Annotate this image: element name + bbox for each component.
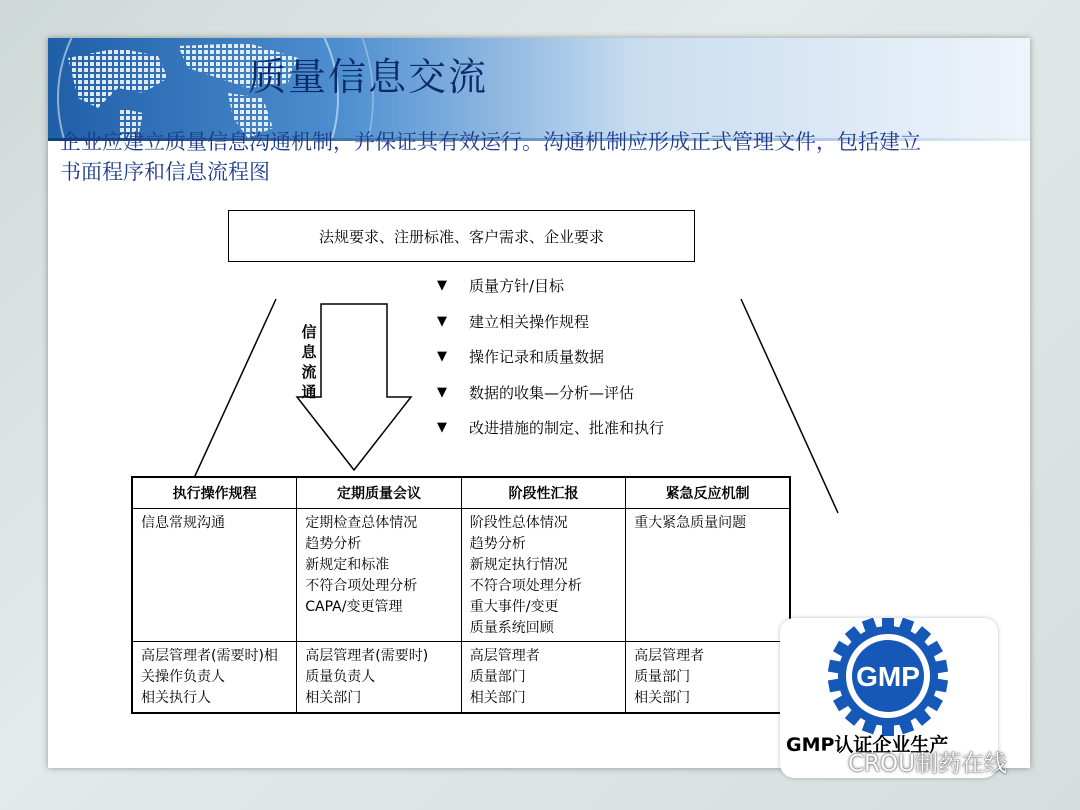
- cell-line: 高层管理者(需要时)相: [141, 648, 278, 664]
- gmp-badge-text: GMP: [856, 661, 920, 692]
- list-item: [437, 276, 664, 312]
- table-cell: [297, 509, 462, 642]
- cell-line: 相关部门: [305, 690, 362, 706]
- cell-line: 不符合项处理分析: [305, 578, 418, 594]
- cell-line: 阶段性总体情况: [469, 515, 568, 531]
- table-header-row: [132, 477, 790, 509]
- cell-line: 高层管理者: [469, 648, 540, 664]
- table-cell: [132, 642, 297, 714]
- cell-line: CAPA/变更管理: [305, 599, 403, 615]
- cell-line: 质量负责人: [305, 669, 376, 685]
- column-header: 紧急反应机制: [626, 477, 790, 509]
- triangle-bullet-icon: ▼: [437, 313, 447, 329]
- triangle-bullet-icon: ▼: [437, 278, 447, 293]
- table-row: [132, 509, 790, 642]
- cell-line: 信息常规沟通: [141, 515, 225, 531]
- cell-line: 质量部门: [469, 669, 526, 685]
- intro-text: 企业应建立质量信息沟通机制，并保证其有效运行。沟通机制应形成正式管理文件，包括建立书面程序和信息流程图: [60, 130, 921, 184]
- table-cell: [461, 509, 625, 642]
- flow-label: [296, 322, 322, 402]
- triangle-bullet-icon: ▼: [437, 384, 447, 400]
- watermark-text: CROU制药在线: [848, 751, 1007, 777]
- slide-title: 质量信息交流: [248, 55, 489, 99]
- column-header: 定期质量会议: [297, 477, 462, 509]
- column-header: 执行操作规程: [132, 477, 297, 509]
- cell-line: 相关部门: [634, 690, 691, 706]
- cell-line: 趋势分析: [469, 536, 526, 552]
- gmp-caption: GMP认证企业生产: [786, 734, 949, 756]
- table-cell: [626, 642, 790, 714]
- triangle-bullet-icon: ▼: [437, 420, 447, 435]
- table-row: [132, 642, 790, 714]
- cell-line: 新规定执行情况: [469, 557, 568, 573]
- bullet-text: 质量方针/目标: [469, 277, 565, 295]
- cell-line: 质量部门: [634, 669, 691, 685]
- list-item: [437, 312, 664, 348]
- table-cell: [626, 509, 790, 642]
- cell-line: 定期检查总体情况: [305, 515, 418, 531]
- flow-label-char: 通: [301, 383, 317, 401]
- table-cell: [461, 642, 625, 714]
- bullet-text: 操作记录和质量数据: [469, 348, 605, 366]
- bullet-text: 改进措施的制定、批准和执行: [469, 419, 665, 437]
- watermark: [812, 745, 1007, 778]
- cell-line: 相关部门: [469, 690, 526, 706]
- list-item: [437, 347, 664, 383]
- list-item: [437, 383, 664, 419]
- bullet-text: 建立相关操作规程: [469, 312, 590, 331]
- cell-line: 关操作负责人: [141, 669, 225, 685]
- flow-label-char: 信: [301, 323, 317, 341]
- flow-label-char: 息: [301, 343, 317, 361]
- cell-line: 趋势分析: [305, 536, 362, 552]
- table-cell: [132, 509, 297, 642]
- cell-line: 高层管理者: [634, 648, 705, 664]
- cell-line: 不符合项处理分析: [469, 578, 582, 594]
- down-arrow-icon: [246, 302, 418, 472]
- cell-line: 重大紧急质量问题: [634, 515, 747, 531]
- requirements-box: 法规要求、注册标准、客户需求、企业要求: [228, 210, 695, 262]
- table-cell: [297, 642, 462, 714]
- cell-line: 高层管理者(需要时): [305, 648, 429, 664]
- communication-table: [131, 476, 791, 714]
- wechat-icon: [812, 749, 842, 775]
- cell-line: 相关执行人: [141, 690, 211, 706]
- column-header: 阶段性汇报: [461, 477, 625, 509]
- cell-line: 质量系统回顾: [469, 620, 554, 636]
- flow-label-char: 流: [301, 363, 317, 381]
- cell-line: 新规定和标准: [305, 557, 390, 573]
- list-item: [437, 418, 664, 454]
- triangle-bullet-icon: ▼: [437, 349, 447, 364]
- bullet-list: [437, 276, 664, 454]
- cell-line: 重大事件/变更: [469, 599, 559, 615]
- bullet-text: 数据的收集—分析—评估: [469, 383, 635, 402]
